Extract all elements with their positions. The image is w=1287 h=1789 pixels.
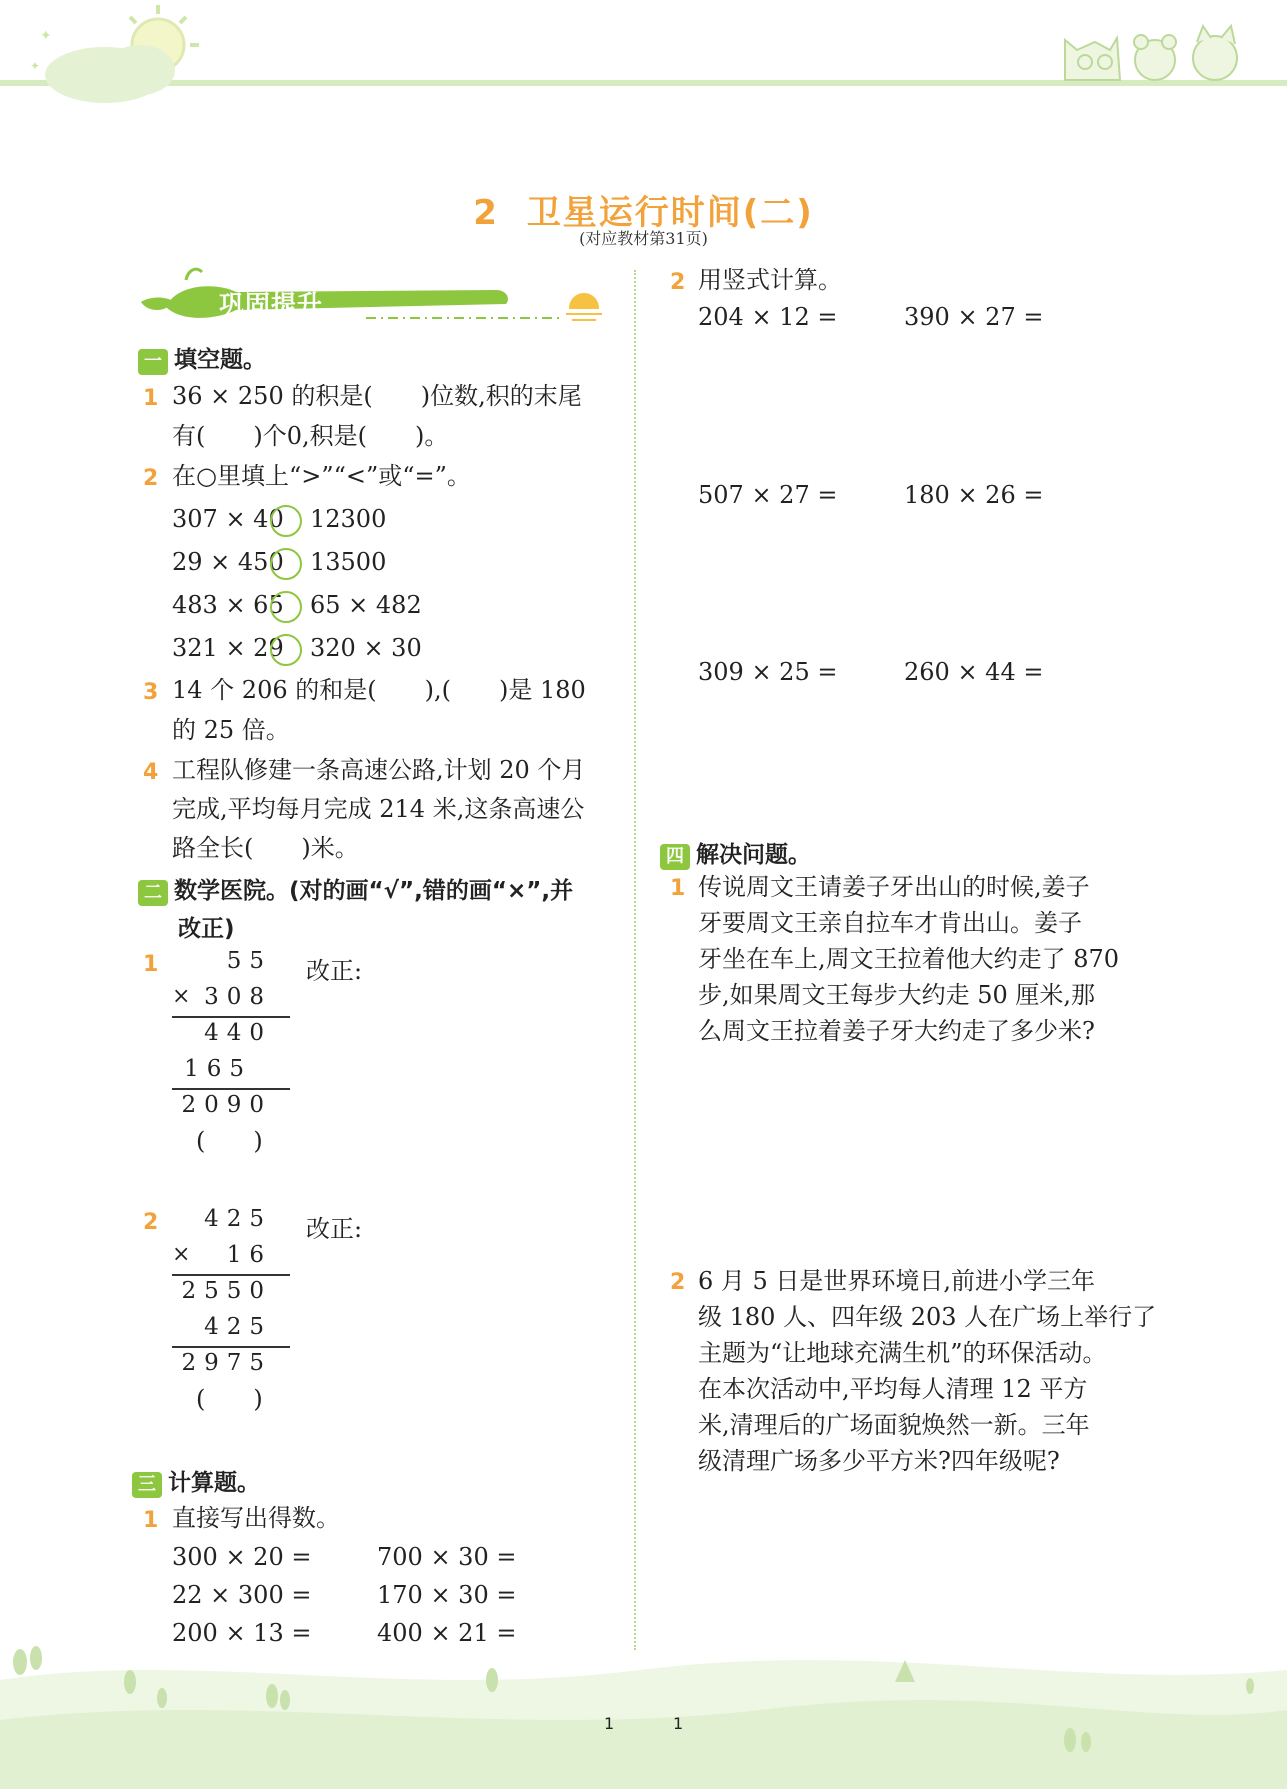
compare-right: 12300 [310, 505, 387, 533]
s4-q1-line: 步,如果周文王每步大约走 50 厘米,那 [698, 981, 1096, 1009]
s3-q2-text: 用竖式计算。 [698, 266, 842, 294]
oral-item: 700 × 30 = [377, 1543, 517, 1571]
vm-rule [172, 1346, 290, 1348]
s4-q2-line: 6 月 5 日是世界环境日,前进小学三年 [698, 1267, 1096, 1295]
s4-q1-line: 传说周文王请姜子牙出山的时候,姜子 [698, 873, 1090, 901]
judge-parens[interactable]: ( ) [196, 1385, 263, 1413]
vm-result: 2090 [181, 1092, 272, 1118]
vm-multiplier: 308 [204, 984, 272, 1010]
title-number: 2 [473, 193, 499, 233]
compare-row [172, 586, 422, 624]
vertical-calc-item: 390 × 27 = [904, 303, 1044, 331]
compare-right: 320 × 30 [310, 634, 422, 662]
page-subtitle: (对应教材第31页) [579, 229, 708, 248]
s4-q1-line: 牙坐在车上,周文王拉着他大约走了 870 [698, 945, 1120, 973]
s3-q1-number: 1 [143, 1508, 159, 1533]
s1-q3-line1: 14 个 206 的和是( ),( )是 180 [172, 676, 586, 704]
section-2-header [138, 872, 573, 906]
s1-q4-line3: 路全长( )米。 [172, 834, 359, 862]
vm-rule [172, 1274, 290, 1276]
s4-q2-line: 米,清理后的广场面貌焕然一新。三年 [698, 1411, 1090, 1439]
compare-circle[interactable] [270, 591, 302, 623]
oral-item: 200 × 13 = [172, 1619, 312, 1647]
s4-q2-number: 2 [670, 1270, 686, 1295]
title-text: 卫星运行时间(二) [526, 193, 814, 233]
s1-q4-line1: 工程队修建一条高速公路,计划 20 个月 [172, 756, 586, 784]
s4-q2-line: 在本次活动中,平均每人清理 12 平方 [698, 1375, 1088, 1403]
s2-p2-number: 2 [143, 1210, 159, 1235]
vertical-calc-item: 180 × 26 = [904, 481, 1044, 509]
vm-rule [172, 1088, 290, 1090]
compare-left: 29 × 450 [172, 548, 284, 576]
section-4-badge: 四 [660, 844, 690, 870]
compare-circle[interactable] [270, 505, 302, 537]
section-4-title: 解决问题。 [696, 842, 811, 868]
s4-q2-line: 主题为“让地球充满生机”的环保活动。 [698, 1339, 1107, 1367]
s1-q4-number: 4 [143, 760, 159, 785]
compare-right: 13500 [310, 548, 387, 576]
sun-cloud-decoration [10, 0, 200, 110]
compare-circle[interactable] [270, 634, 302, 666]
fix-label: 改正: [306, 957, 363, 985]
section-1-title: 填空题。 [174, 347, 266, 373]
compare-row [172, 500, 386, 538]
s3-q2-number: 2 [670, 270, 686, 295]
s1-q3-number: 3 [143, 680, 159, 705]
compare-left: 307 × 40 [172, 505, 284, 533]
section-2-badge: 二 [138, 880, 168, 906]
page-number-left: 1 [604, 1714, 615, 1733]
column-divider [634, 270, 636, 1650]
oral-item: 22 × 300 = [172, 1581, 312, 1609]
compare-row [172, 629, 422, 667]
vm-operator: × [172, 984, 191, 1009]
vm-partial-1: 440 [204, 1020, 272, 1046]
vertical-calc-item: 309 × 25 = [698, 658, 838, 686]
compare-row [172, 543, 386, 581]
compare-right: 65 × 482 [310, 591, 422, 619]
animal-faces-decoration [1055, 20, 1255, 85]
vm-partial-1: 2550 [181, 1278, 272, 1304]
s4-q1-number: 1 [670, 876, 686, 901]
s1-q2-number: 2 [143, 466, 159, 491]
s1-q4-line2: 完成,平均每月完成 214 米,这条高速公 [172, 795, 585, 823]
vertical-calc-item: 260 × 44 = [904, 658, 1044, 686]
oral-item: 170 × 30 = [377, 1581, 517, 1609]
vertical-calc-item: 507 × 27 = [698, 481, 838, 509]
s3-q1-text: 直接写出得数。 [172, 1504, 340, 1532]
vm-multiplicand: 55 [226, 948, 272, 974]
vertical-calc-item: 204 × 12 = [698, 303, 838, 331]
s4-q1-line: 么周文王拉着姜子牙大约走了多少米? [698, 1017, 1095, 1045]
s1-q1-line2: 有( )个0,积是( )。 [172, 422, 449, 450]
vm-rule [172, 1016, 290, 1018]
page-number-right: 1 [673, 1714, 684, 1733]
s2-p1-number: 1 [143, 952, 159, 977]
compare-circle[interactable] [270, 548, 302, 580]
s4-q1-line: 牙要周文王亲自拉车才肯出山。姜子 [698, 909, 1082, 937]
section-1-header [138, 341, 266, 375]
section-1-badge: 一 [138, 349, 168, 375]
compare-left: 483 × 65 [172, 591, 284, 619]
fix-label: 改正: [306, 1215, 363, 1243]
section-3-badge: 三 [132, 1472, 162, 1498]
section-3-header [132, 1464, 260, 1498]
vm-multiplicand: 425 [204, 1206, 272, 1232]
s1-q1-line1: 36 × 250 的积是( )位数,积的末尾 [172, 382, 582, 410]
s1-q1-number: 1 [143, 386, 159, 411]
section-3-title: 计算题。 [168, 1470, 260, 1496]
section-2-title-line2: 改正) [178, 916, 235, 942]
oral-item: 400 × 21 = [377, 1619, 517, 1647]
s1-q2-line1: 在○里填上“>”“<”或“=”。 [172, 462, 471, 490]
vm-operator: × [172, 1242, 191, 1267]
section-4-header [660, 836, 811, 870]
judge-parens[interactable]: ( ) [196, 1127, 263, 1155]
bottom-hills-decoration [0, 1640, 1287, 1789]
banner-whale-decoration [136, 262, 616, 332]
banner-label: 巩固提升 [219, 290, 324, 319]
s4-q2-line: 级 180 人、四年级 203 人在广场上举行了 [698, 1303, 1157, 1331]
vm-partial-2: 165 [184, 1056, 252, 1082]
vm-result: 2975 [181, 1350, 272, 1376]
oral-item: 300 × 20 = [172, 1543, 312, 1571]
s4-q2-line: 级清理广场多少平方米?四年级呢? [698, 1447, 1060, 1475]
svg-text:✦: ✦ [30, 59, 41, 73]
svg-text:✦: ✦ [40, 28, 52, 44]
section-2-title: 数学医院。(对的画“√”,错的画“×”,并 [174, 878, 574, 904]
vm-partial-2: 425 [204, 1314, 272, 1340]
vm-multiplier: 16 [226, 1242, 272, 1268]
s1-q3-line2: 的 25 倍。 [172, 716, 290, 744]
compare-left: 321 × 29 [172, 634, 284, 662]
